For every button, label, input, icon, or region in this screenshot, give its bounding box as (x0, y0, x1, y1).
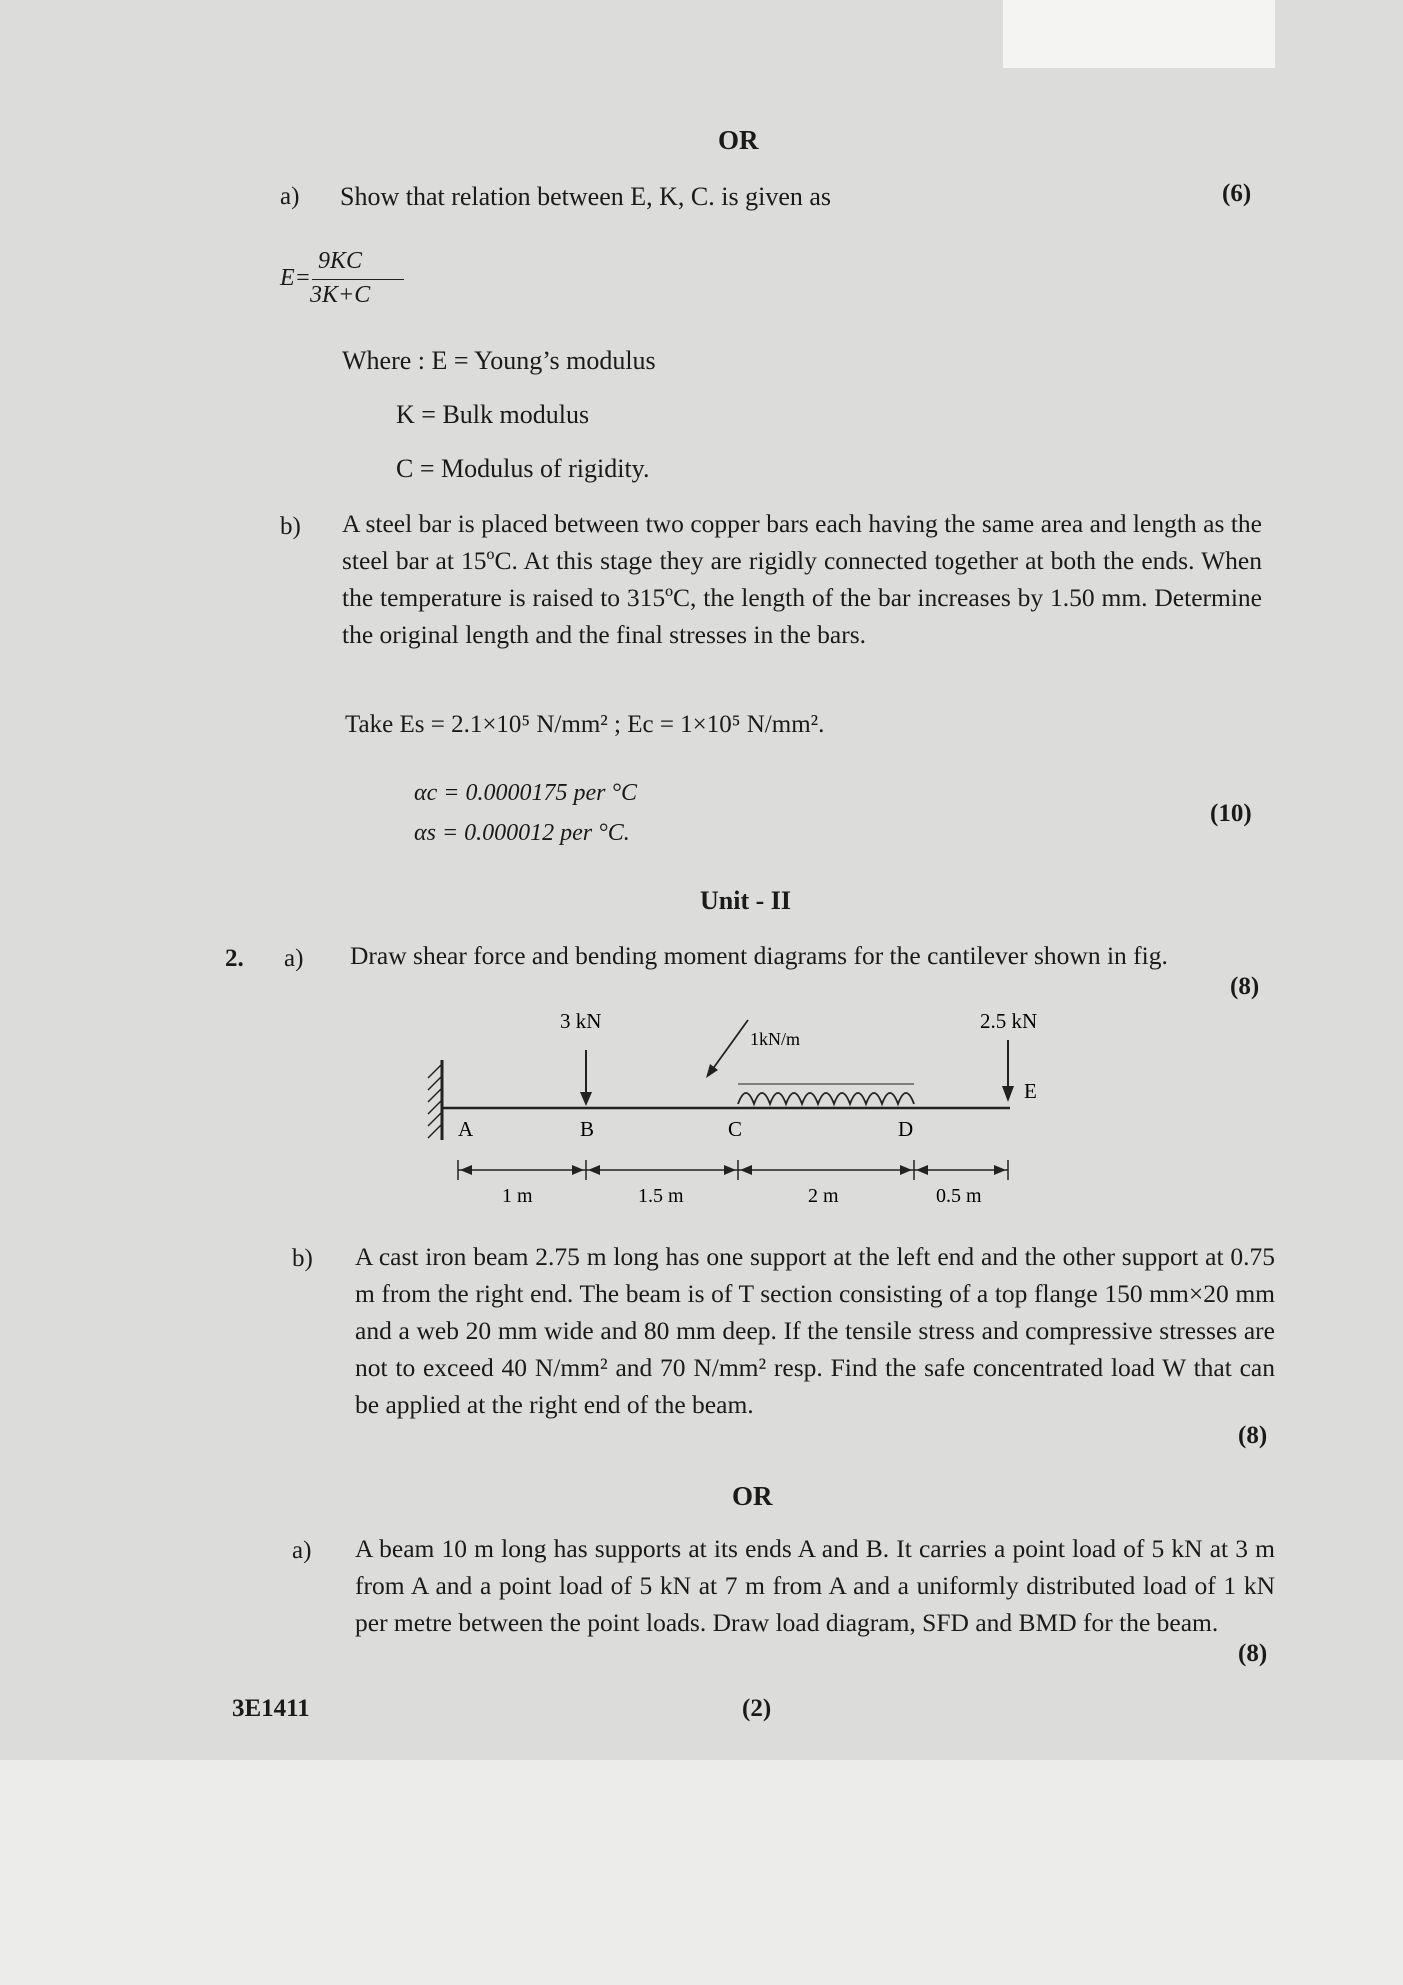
udl-pointer-head (706, 1064, 718, 1078)
q2b-text: A cast iron beam 2.75 m long has one support at the left end and the other support at 0.75 m from the right end. The beam is of T section consisting of a top flange 150 mm×20 mm and a web 20 mm wide and 80 mm deep. If the tensile stress and compressive stresses are not to exceed 40 N/mm² and 70 N/mm² resp. Find the safe concentrated load W that can be applied at the right end of the beam. (355, 1242, 1275, 1419)
or-heading-mid: OR (732, 1481, 773, 1511)
paper-code: 3E1411 (232, 1695, 310, 1722)
q1b-marks: (10) (1210, 800, 1252, 827)
q1a-text: Show that relation between E, K, C. is given as (340, 182, 832, 211)
q2-alt-marks: (8) (1238, 1640, 1268, 1667)
fraction-bar (312, 279, 404, 280)
q1b-text: A steel bar is placed between two copper bars each having the same area and length as the steel bar at 15ºC. At this stage they are rigidly connected together at both the ends. When the temperature is raised to 315ºC, the length of the bar increases by 1.50 mm. Determine the original length and the final stresses in the bars. (342, 509, 1262, 649)
point-c-label: C (728, 1117, 743, 1141)
dimension-1m: 1 m (502, 1185, 533, 1207)
q2-alt-text: A beam 10 m long has supports at its ends A and B. It carries a point load of 5 kN at 3 m from A and a point load of 5 kN at 7 m from A and a uniformly distributed load of 1 kN per metre between the point loads. Draw load diagram, SFD and BMD for the beam. (355, 1534, 1275, 1637)
q1a-marks: (6) (1222, 180, 1252, 207)
load-b-arrowhead (580, 1092, 592, 1106)
cantilever-figure (420, 1000, 1070, 1230)
q1a-label: a) (280, 183, 300, 210)
alpha-copper: αc = 0.0000175 per °C (414, 780, 638, 806)
formula-lhs: E= (280, 265, 311, 291)
paper-edge (1003, 0, 1275, 68)
point-d-label: D (898, 1117, 914, 1141)
where-young: Where : E = Young’s modulus (342, 346, 656, 375)
udl-label: 1kN/m (750, 1029, 801, 1049)
q2b-marks: (8) (1238, 1422, 1268, 1449)
q2-alt-label: a) (292, 1537, 312, 1564)
udl-coils (738, 1093, 914, 1104)
load-e-arrowhead (1002, 1086, 1014, 1102)
q2b-label: b) (292, 1245, 313, 1272)
q2a-marks: (8) (1230, 973, 1260, 1000)
dimension-2m: 2 m (808, 1185, 839, 1207)
dimension-1-5m: 1.5 m (638, 1185, 684, 1207)
where-bulk: K = Bulk modulus (396, 400, 590, 429)
unit-heading: Unit - II (700, 886, 792, 915)
q1b-take: Take Es = 2.1×10⁵ N/mm² ; Ec = 1×10⁵ N/mm². (345, 711, 825, 738)
load-b-label: 3 kN (560, 1009, 602, 1033)
or-heading-top: OR (718, 125, 759, 155)
q2a-text: Draw shear force and bending moment diagrams for the cantilever shown in fig. (350, 941, 1168, 970)
q1b-label: b) (280, 513, 301, 540)
alpha-steel: αs = 0.000012 per °C. (414, 820, 630, 846)
point-b-label: B (580, 1117, 595, 1141)
page-number: (2) (742, 1695, 772, 1722)
point-e-label: E (1024, 1079, 1037, 1103)
relation-formula (280, 248, 420, 318)
where-rigidity: C = Modulus of rigidity. (396, 454, 650, 483)
load-e-label: 2.5 kN (980, 1009, 1038, 1033)
point-a-label: A (458, 1117, 474, 1141)
formula-numerator: 9KC (318, 248, 363, 274)
q2-number: 2. (225, 945, 244, 972)
dimension-0-5m: 0.5 m (936, 1185, 982, 1207)
formula-denominator: 3K+C (310, 282, 371, 308)
blank-margin (0, 1760, 1403, 1985)
q2a-label: a) (284, 945, 304, 972)
udl-pointer (712, 1020, 748, 1070)
wall-hatching (428, 1064, 442, 1138)
